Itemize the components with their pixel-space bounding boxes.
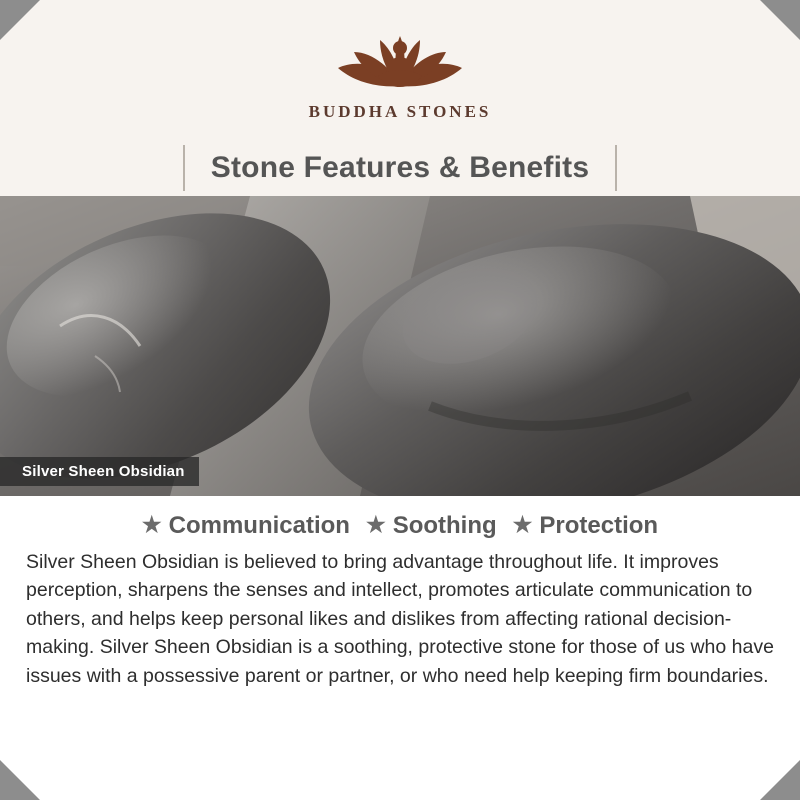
content-panel <box>0 496 800 800</box>
corner-triangle-top-right <box>760 0 800 40</box>
stone-photo <box>0 196 800 496</box>
brand-name: BUDDHA STONES <box>308 102 492 121</box>
lotus-meditation-figure-icon <box>316 18 484 100</box>
benefits-list <box>26 512 774 540</box>
star-icon: ★ <box>365 512 386 537</box>
star-icon: ★ <box>512 512 533 537</box>
stone-description: Silver Sheen Obsidian is believed to bring advantage throughout life. It improves perception, sharpens the senses and intellect, promotes articulate communication to others, and helps keep personal likes and dislikes from affecting rational decision-making. Silver Sheen Obsidian is a soothing, protective stone for those of us who have issues with a possessive parent or partner, or who need help keeping firm boundaries. <box>26 551 774 687</box>
corner-triangle-bottom-left <box>0 760 40 800</box>
brand-header <box>0 0 800 140</box>
benefit-item <box>513 512 658 540</box>
photo-caption: Silver Sheen Obsidian <box>0 457 199 486</box>
benefit-label: Protection <box>539 512 659 539</box>
benefit-item <box>366 512 497 540</box>
corner-triangle-bottom-right <box>760 760 800 800</box>
star-icon: ★ <box>141 512 162 537</box>
page-title: Stone Features & Benefits <box>210 151 590 184</box>
title-band <box>0 140 800 196</box>
benefit-label: Soothing <box>392 512 497 539</box>
benefit-label: Communication <box>168 512 350 539</box>
benefit-item <box>142 512 350 540</box>
title-box <box>183 145 617 191</box>
corner-triangle-top-left <box>0 0 40 40</box>
